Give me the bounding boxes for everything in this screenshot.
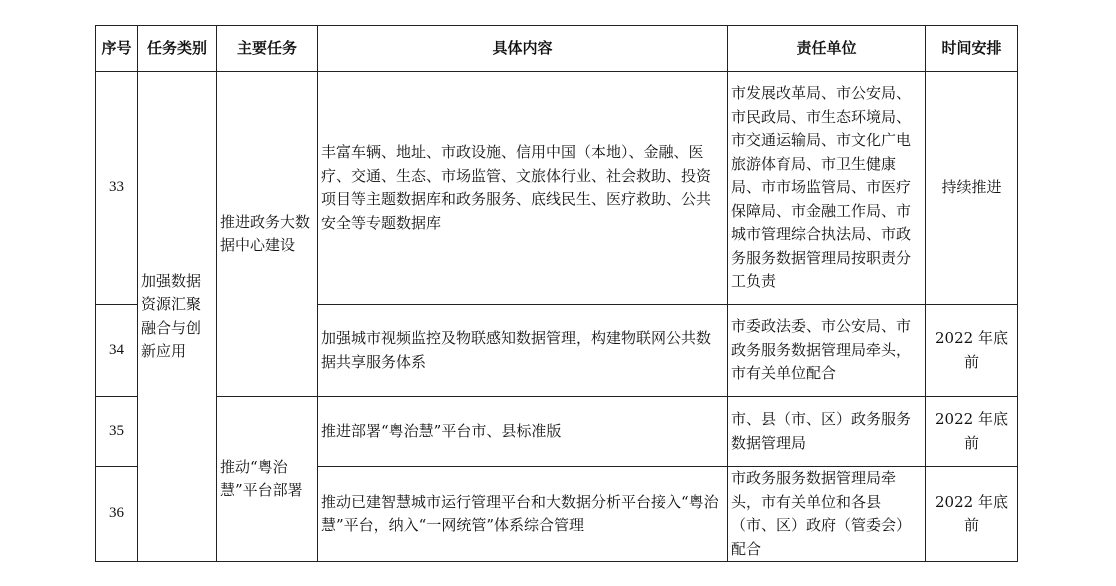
header-unit: 责任单位: [728, 26, 926, 72]
task-table: [95, 25, 1018, 562]
content-cell: 推进部署“粤治慧”平台市、县标准版: [318, 397, 728, 467]
time-cell: 持续推进: [926, 72, 1018, 305]
unit-cell: 市、县（市、区）政务服务数据管理局: [728, 397, 926, 467]
time-cell: 2022 年底前: [926, 397, 1018, 467]
row-no: 33: [96, 72, 138, 305]
main-task-cell: 推动“粤治慧”平台部署: [217, 397, 318, 562]
content-cell: 推动已建智慧城市运行管理平台和大数据分析平台接入“粤治慧”平台，纳入“一网统管”体系综合管理: [318, 467, 728, 562]
content-cell: 加强城市视频监控及物联感知数据管理，构建物联网公共数据共享服务体系: [318, 305, 728, 397]
unit-cell: 市发展改革局、市公安局、市民政局、市生态环境局、市交通运输局、市文化广电旅游体育局、市卫生健康局、市市场监管局、市医疗保障局、市金融工作局、市城市管理综合执法局、市政务服务数据管理局按职责分工负责: [728, 72, 926, 305]
header-content: 具体内容: [318, 26, 728, 72]
row-no: 34: [96, 305, 138, 397]
main-task-cell: 推进政务大数据中心建设: [217, 72, 318, 397]
category-cell: 加强数据资源汇聚融合与创新应用: [138, 72, 217, 562]
content-cell: 丰富车辆、地址、市政设施、信用中国（本地）、金融、医疗、交通、生态、市场监管、文旅体行业、社会救助、投资项目等主题数据库和政务服务、底线民生、医疗救助、公共安全等专题数据库: [318, 72, 728, 305]
time-cell: 2022 年底前: [926, 467, 1018, 562]
header-row: [96, 26, 1018, 72]
row-no: 35: [96, 397, 138, 467]
unit-cell: 市政务服务数据管理局牵头，市有关单位和各县（市、区）政府（管委会）配合: [728, 467, 926, 562]
table-row: [96, 397, 1018, 467]
row-no: 36: [96, 467, 138, 562]
header-time: 时间安排: [926, 26, 1018, 72]
header-no: 序号: [96, 26, 138, 72]
unit-cell: 市委政法委、市公安局、市政务服务数据管理局牵头，市有关单位配合: [728, 305, 926, 397]
header-main-task: 主要任务: [217, 26, 318, 72]
time-cell: 2022 年底前: [926, 305, 1018, 397]
header-category: 任务类别: [138, 26, 217, 72]
table-row: [96, 72, 1018, 305]
